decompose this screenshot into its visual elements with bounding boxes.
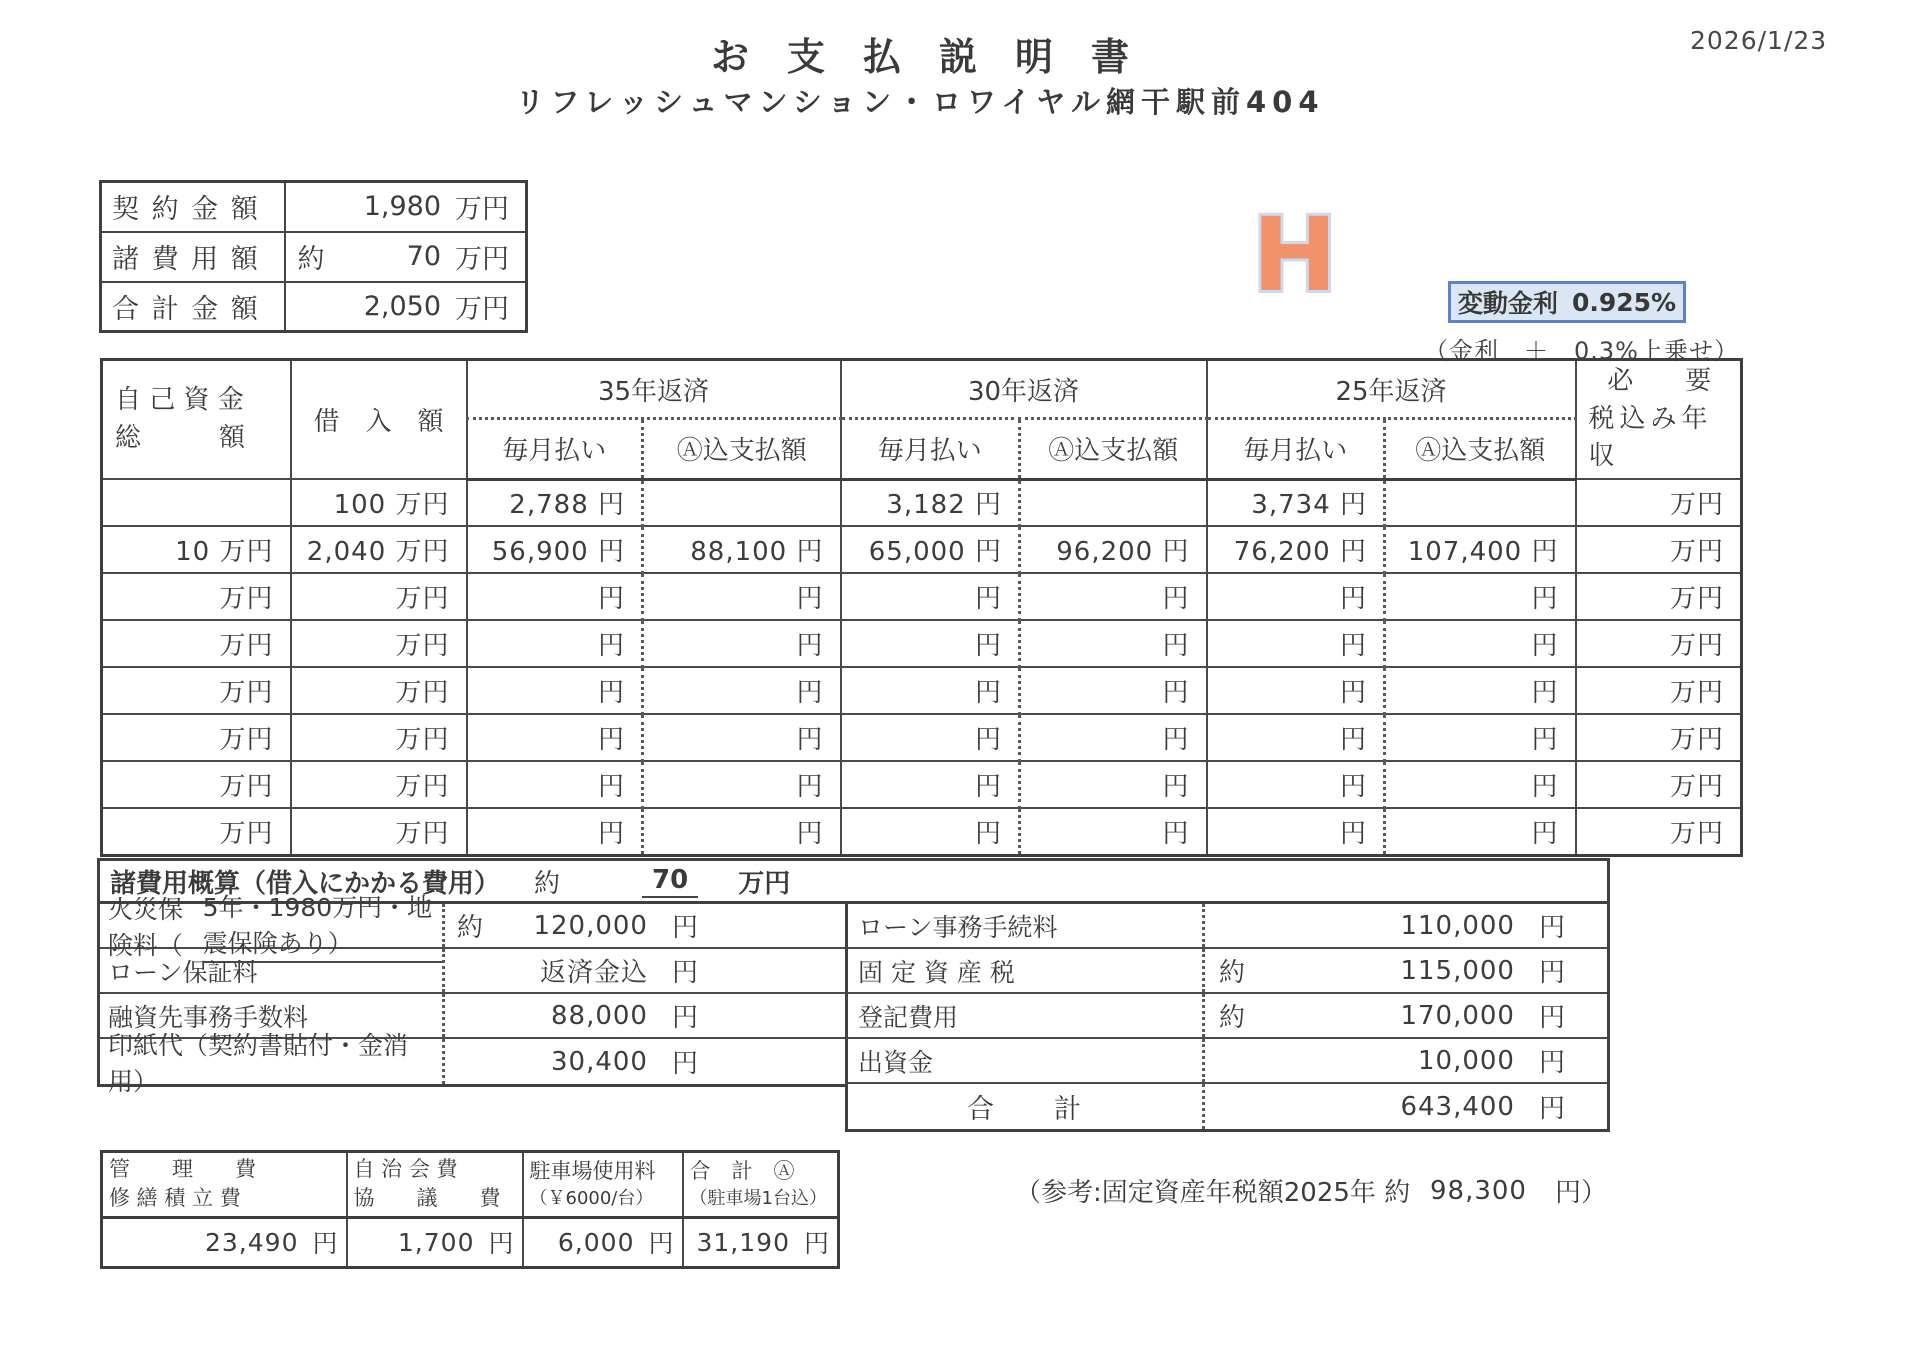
cost-unit: 円 [1538,1003,1565,1033]
monthly-value-cell [683,1217,839,1267]
header-total-with-a-25: Ⓐ込支払額 [1385,419,1576,479]
cost-amount: 110,000 [1400,910,1515,941]
monthly-amount: 23,490 [205,1227,299,1257]
cost-row-registration-fee [848,994,1607,1039]
cost-amount: 120,000 [533,910,648,941]
rate-note: （金利 ＋ 0.3%上乗せ） [1424,337,1739,365]
loan-cell: 万円 [102,714,291,761]
loan-table-row [102,667,1742,714]
cost-row-loan-guarantee [100,949,848,994]
loan-cell: 3,734 円 [1207,479,1385,526]
reference-text: （参考:固定資産年税額2025年 約 [1015,1178,1411,1208]
summary-unit: 万円 [455,194,509,226]
cost-unit: 円 [1538,913,1565,943]
header-total-with-a-35: Ⓐ込支払額 [643,419,841,479]
variable-rate-box [1448,281,1686,323]
loan-cell: 万円 [1576,714,1742,761]
header-borrow-amount: 借 入 額 [291,360,467,480]
cost-unit: 円 [1538,958,1565,988]
loan-cell: 円 [467,808,643,855]
header-total-with-a-30: Ⓐ込支払額 [1020,419,1207,479]
loan-cell: 万円 [1576,667,1742,714]
header-monthly-total [683,1152,839,1218]
loan-cell: 円 [643,714,841,761]
cost-label: 登記費用 [848,994,1205,1037]
summary-amount: 1,980 [363,191,441,223]
loan-cell: 円 [1385,761,1576,808]
loan-cell: 円 [643,808,841,855]
loan-cell: 万円 [102,667,291,714]
header-management-fee [102,1152,347,1218]
loan-table-row [102,714,1742,761]
cost-row-property-tax [848,949,1607,994]
property-name-subtitle: リフレッシュマンション・ロワイヤル網干駅前404 [515,85,1325,119]
loan-cell: 円 [841,761,1020,808]
loan-cell: 万円 [291,620,467,667]
cost-value-cell [1205,949,1607,992]
summary-row-costs [101,232,527,282]
loan-cell: 万円 [1576,808,1742,855]
approx-prefix: 約 [534,868,561,899]
loan-cell: 円 [467,761,643,808]
cost-unit: 円 [1538,1094,1565,1124]
cost-label: ローン事務手続料 [848,904,1205,947]
loan-cell: 万円 [1576,526,1742,573]
loan-cell: 円 [467,620,643,667]
cost-value-cell [1205,1039,1607,1082]
cost-amount: 返済金込 [539,958,648,988]
header-monthly-25: 毎月払い [1207,419,1385,479]
loan-cell: 円 [643,573,841,620]
loan-cell: 3,182 円 [841,479,1020,526]
summary-label: 合 計 金 額 [101,282,285,332]
reference-unit: 円） [1554,1178,1607,1208]
loan-cell: 円 [467,714,643,761]
cost-title-value: 70 [642,865,698,898]
cost-amount: 10,000 [1418,1045,1515,1076]
cost-amount: 30,400 [551,1046,648,1077]
loan-cell: 円 [467,667,643,714]
loan-cell: 76,200 円 [1207,526,1385,573]
monthly-amount: 6,000 [557,1227,635,1257]
loan-cell: 円 [1020,714,1207,761]
cost-total-value-cell [1205,1084,1607,1129]
header-25yr-group: 25年返済 [1207,360,1576,419]
loan-header-groups [102,360,1742,419]
loan-cell: 円 [1207,714,1385,761]
cost-title-unit: 万円 [738,868,791,899]
loan-cell: 万円 [1576,761,1742,808]
monthly-amount: 31,190 [696,1227,790,1257]
summary-label: 諸 費 用 額 [101,232,285,282]
monthly-value-cell [102,1217,347,1267]
loan-cell: 万円 [291,573,467,620]
h-stamp-watermark: H [1252,196,1338,315]
cost-value-cell [445,1039,848,1084]
header-line2: （駐車場1台込） [689,1188,827,1210]
loan-cell: 円 [841,808,1020,855]
header-self-fund-line1: 自 己 資 金 [115,384,244,415]
loan-table-row [102,620,1742,667]
loan-cell: 円 [1207,761,1385,808]
cost-row-fire-insurance [100,893,848,960]
cost-title-label: 諸費用概算（借入にかかる費用） [110,868,501,899]
loan-cell: 円 [643,667,841,714]
header-monthly-30: 毎月払い [841,419,1020,479]
page-title: お支払説明書 [710,35,1167,79]
loan-cell: 円 [1385,714,1576,761]
loan-cell: 万円 [291,667,467,714]
loan-cell: 円 [1385,808,1576,855]
summary-table [99,180,528,333]
monthly-amount: 1,700 [397,1227,475,1257]
summary-value-cell [285,182,527,232]
loan-cell: 円 [1385,667,1576,714]
header-line2: 修 繕 積 立 費 [109,1186,241,1211]
header-line1: 駐車場使用料 [529,1159,656,1184]
loan-cell: 万円 [1576,620,1742,667]
monthly-header-row [102,1152,839,1218]
header-self-fund-line2: 総 額 [115,422,246,453]
loan-cell: 円 [1207,620,1385,667]
cost-label [100,893,445,960]
cost-amount: 170,000 [1400,1000,1515,1031]
header-income-line1: 必 要 [1607,366,1712,396]
header-line1: 管 理 費 [109,1157,256,1181]
reference-amount: 98,300 [1430,1175,1527,1206]
loan-cell: 万円 [102,808,291,855]
header-income-line2: 税込み年収 [1588,403,1713,472]
loan-cell: 円 [841,667,1020,714]
loan-cell: 円 [467,573,643,620]
loan-cell: 88,100 円 [643,526,841,573]
document-date: 2026/1/23 [1690,26,1828,55]
header-30yr-group: 30年返済 [841,360,1207,419]
summary-label: 契 約 金 額 [101,182,285,232]
cost-unit: 円 [671,1003,698,1033]
approx-prefix: 約 [457,913,484,943]
header-self-fund [102,360,291,480]
cost-row-total [848,1084,1607,1129]
cost-label-underlined: 5年・1980万円・地震保険あり） [203,888,442,963]
loan-cell: 万円 [1576,573,1742,620]
cost-unit: 円 [671,1049,698,1079]
loan-repayment-table [100,358,1743,857]
cost-value-cell [1205,994,1607,1037]
loan-cell: 56,900 円 [467,526,643,573]
rate-label: 変動金利 [1457,289,1558,318]
monthly-value-cell [523,1217,683,1267]
cost-label: ローン保証料 [100,949,445,992]
cost-amount: 115,000 [1400,955,1515,986]
reference-note [1015,1172,1607,1209]
monthly-value-cell [347,1217,523,1267]
loan-cell: 万円 [291,714,467,761]
summary-row-total [101,282,527,332]
loan-cell: 万円 [102,620,291,667]
loan-cell [102,479,291,526]
summary-row-contract [101,182,527,232]
cost-unit: 円 [1538,1048,1565,1078]
cost-label-head: 火災保険料（ [108,894,184,960]
approx-prefix: 約 [297,244,325,275]
loan-cell: 円 [1385,620,1576,667]
header-monthly-35: 毎月払い [467,419,643,479]
header-line1: 合 計 Ⓐ [689,1159,795,1184]
cost-table-left-column [97,893,848,1096]
header-required-income [1576,360,1742,480]
loan-cell: 円 [1385,573,1576,620]
summary-amount: 70 [406,241,441,272]
loan-cell: 万円 [102,761,291,808]
loan-cell: 円 [1207,667,1385,714]
cost-row-stamp-duty [100,1030,848,1096]
loan-cell: 円 [1207,573,1385,620]
loan-cell: 100 万円 [291,479,467,526]
loan-cell: 96,200 円 [1020,526,1207,573]
loan-table-row [102,761,1742,808]
loan-cell: 2,788 円 [467,479,643,526]
cost-label: 融資先事務手数料 [100,994,445,1037]
loan-cell: 円 [841,714,1020,761]
loan-cell: 65,000 円 [841,526,1020,573]
monthly-unit: 円 [488,1229,514,1259]
cost-value-cell [445,904,848,947]
monthly-unit: 円 [312,1229,338,1259]
approx-prefix: 約 [1219,958,1246,988]
header-line1: 自 治 会 費 [353,1157,458,1181]
summary-unit: 万円 [455,244,509,275]
loan-cell [643,479,841,526]
cost-value-cell [445,994,848,1037]
loan-cell: 万円 [1576,479,1742,526]
cost-row-loan-admin-fee [848,904,1607,949]
cost-row-investment [848,1039,1607,1084]
loan-cell: 万円 [102,573,291,620]
cost-table-right-column [845,904,1610,1132]
summary-unit: 万円 [455,293,509,325]
loan-cell [1020,479,1207,526]
cost-value-cell [1205,904,1607,947]
summary-value-cell [285,282,527,332]
monthly-unit: 円 [803,1229,829,1259]
monthly-unit: 円 [648,1229,674,1259]
loan-cell: 円 [1020,573,1207,620]
cost-amount: 88,000 [551,1000,648,1031]
loan-cell [1385,479,1576,526]
loan-table-row [102,526,1742,573]
loan-cell: 円 [1020,761,1207,808]
loan-cell: 円 [1020,667,1207,714]
header-line2: （￥6000/台） [529,1188,654,1210]
approx-prefix: 約 [1219,1003,1246,1033]
header-parking-fee [523,1152,683,1218]
cost-total-amount: 643,400 [1400,1091,1515,1122]
loan-cell: 万円 [291,808,467,855]
monthly-fees-table [100,1150,840,1269]
cost-label: 印紙代（契約書貼付・金消用） [100,1039,445,1084]
loan-cell: 円 [1020,808,1207,855]
cost-label: 固 定 資 産 税 [848,949,1205,992]
loan-cell: 107,400 円 [1385,526,1576,573]
monthly-values-row [102,1217,839,1267]
cost-label: 出資金 [848,1039,1205,1082]
header-line2: 協 議 費 [353,1186,501,1211]
header-association-fee [347,1152,523,1218]
cost-total-label: 合 計 [848,1084,1205,1129]
rate-value: 0.925% [1571,287,1677,317]
loan-cell: 10 万円 [102,526,291,573]
summary-value-cell [285,232,527,282]
loan-cell: 万円 [291,761,467,808]
loan-cell: 円 [643,761,841,808]
loan-cell: 円 [841,573,1020,620]
cost-value-cell [445,949,848,992]
header-35yr-group: 35年返済 [467,360,841,419]
loan-table-row [102,573,1742,620]
loan-cell: 円 [841,620,1020,667]
summary-amount: 2,050 [363,290,441,322]
loan-table-row [102,479,1742,526]
loan-cell: 円 [1207,808,1385,855]
loan-cell: 円 [1020,620,1207,667]
cost-unit: 円 [671,958,698,988]
loan-cell: 2,040 万円 [291,526,467,573]
loan-cell: 円 [643,620,841,667]
cost-unit: 円 [671,913,698,943]
loan-table-row [102,808,1742,855]
